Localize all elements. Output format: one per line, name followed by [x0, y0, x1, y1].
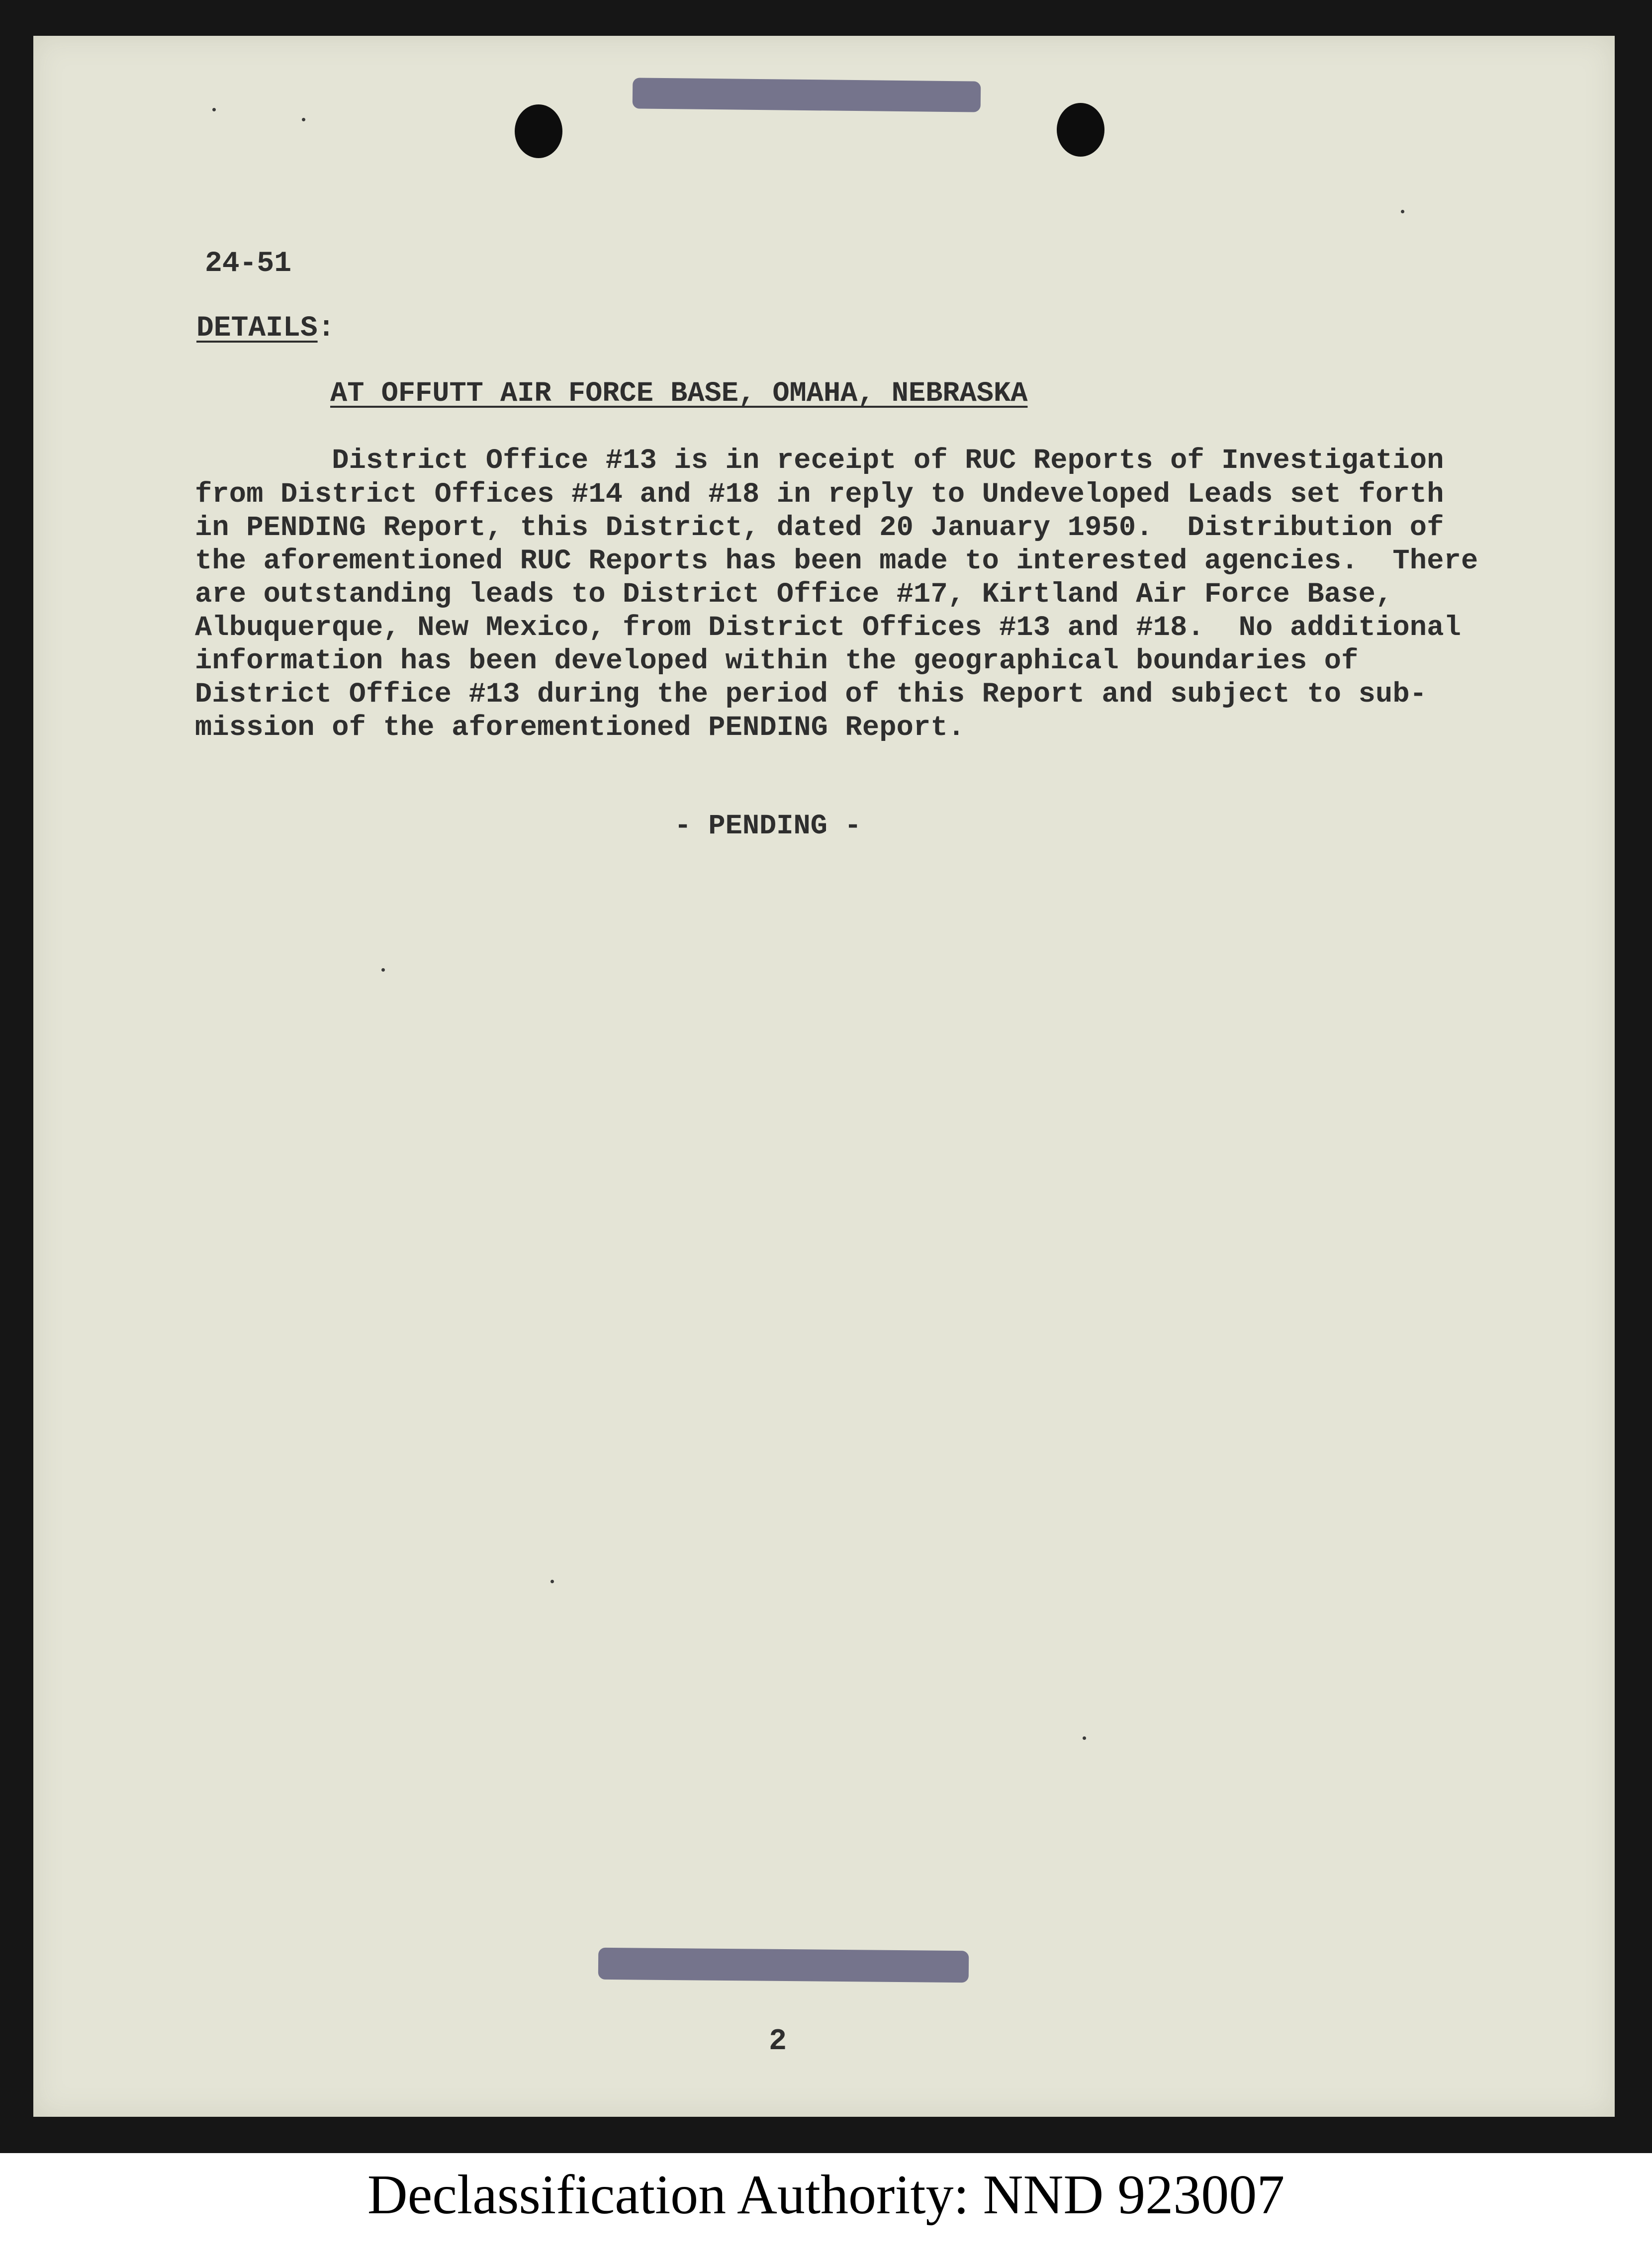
status-label: - PENDING - — [674, 811, 862, 842]
location-heading: AT OFFUTT AIR FORCE BASE, OMAHA, NEBRASKA — [330, 378, 1028, 410]
speck — [212, 108, 216, 111]
body-line: District Office #13 during the period of this Report and subject to sub- — [195, 679, 1427, 711]
body-line: from District Offices #14 and #18 in reply to Undeveloped Leads set forth — [195, 479, 1444, 511]
body-line: the aforementioned RUC Reports has been made to interested agencies. There — [195, 545, 1478, 577]
speck — [381, 968, 385, 972]
body-line: mission of the aforementioned PENDING Report. — [195, 712, 965, 744]
body-line: in PENDING Report, this District, dated 20 January 1950. Distribution of — [195, 512, 1444, 544]
speck — [302, 118, 305, 121]
body-line: Albuquerque, New Mexico, from District Offices #13 and #18. No additional — [195, 612, 1462, 644]
body-line: are outstanding leads to District Office #17, Kirtland Air Force Base, — [195, 579, 1393, 611]
document-page — [33, 36, 1615, 2117]
section-heading-colon: : — [317, 312, 335, 345]
document-id: 24-51 — [205, 248, 292, 280]
speck — [1401, 210, 1404, 213]
section-heading-text: DETAILS — [196, 312, 318, 345]
declassification-footer: Declassification Authority: NND 923007 — [367, 2164, 1285, 2226]
redaction-bar-bottom — [598, 1948, 969, 1983]
section-heading — [196, 312, 335, 345]
page-number: 2 — [769, 2025, 787, 2059]
speck — [1083, 1736, 1086, 1740]
speck — [551, 1580, 554, 1583]
body-line: District Office #13 is in receipt of RUC Reports of Investigation — [195, 445, 1444, 477]
punch-hole-right — [1057, 103, 1104, 157]
punch-hole-left — [515, 104, 562, 158]
redaction-bar-top — [633, 78, 981, 112]
body-line: information has been developed within the geographical boundaries of — [195, 645, 1359, 677]
